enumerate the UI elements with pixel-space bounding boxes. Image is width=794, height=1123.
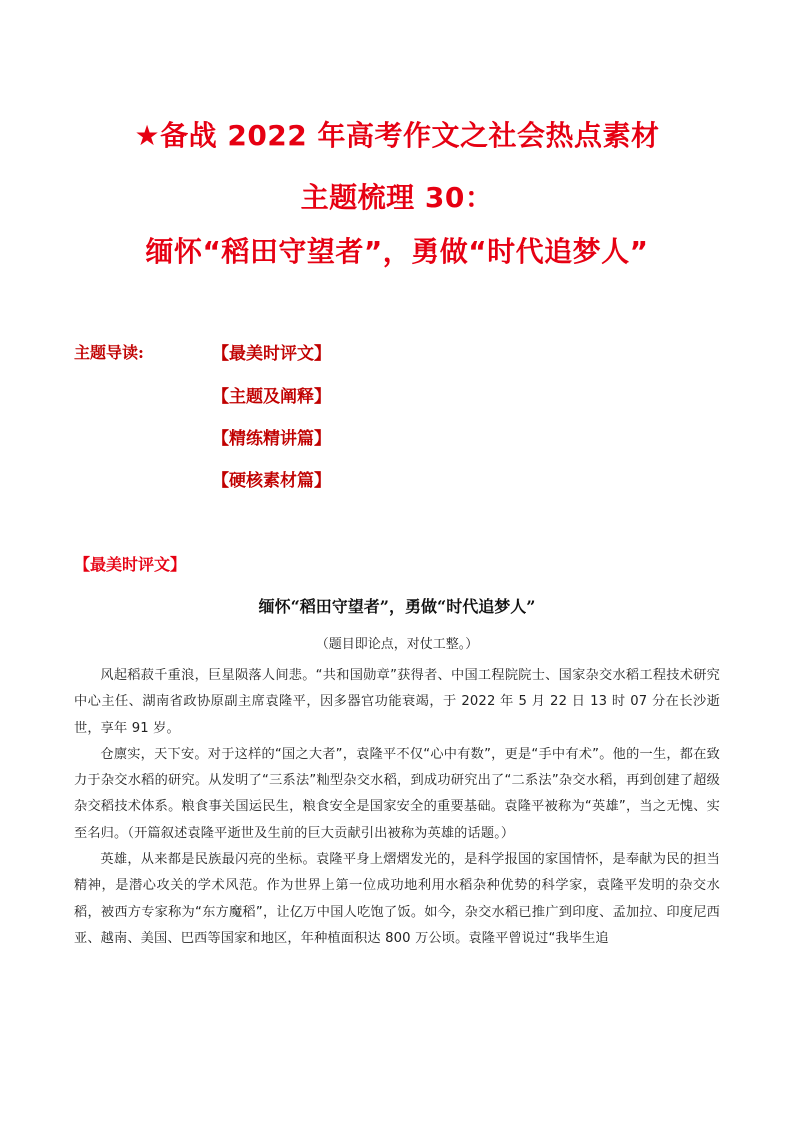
guide-item-theme-explanation: 【主题及阐释】 [212,387,331,407]
paragraph: 英雄，从来都是民族最闪亮的坐标。袁隆平身上熠熠发光的，是科学报国的家国情怀，是奉献为民的担当精神，是潜心攻关的学术风范。作为世界上第一位成功地利用水稻杂种优势的科学家，袁隆平发明的杂交水稻，被西方专家称为“东方魔稻”，让亿万中国人吃饱了饭。如今，杂交水稻已推广到印度、孟加拉、印度尼西亚、越南、美国、巴西等国家和地区，年种植面积达 800 万公顷。袁隆平曾说过“我毕生追 [74,852,720,946]
guide-label: 主题导读: [74,343,144,362]
guide-item-practice: 【精练精讲篇】 [212,429,331,449]
document-title-line-1: ★备战 2022 年高考作文之社会热点素材 [134,119,660,152]
guide-item-best-commentary: 【最美时评文】 [212,344,331,364]
paragraph: 仓廪实，天下安。对于这样的“国之大者”，袁隆平不仅“心中有数”，更是“手中有术”。他的一生，都在致力于杂交水稻的研究。从发明了“三系法”籼型杂交水稻，到成功研究出了“二系法”杂交水稻，再到创建了超级杂交稻技术体系。粮食事关国运民生，粮食安全是国家安全的重要基础。袁隆平被称为“英雄”，当之无愧、实至名归。（开篇叙述袁隆平逝世及生前的巨大贡献引出被称为英雄的话题。） [74,746,720,841]
document-title-line-3: 缅怀“稻田守望者”，勇做“时代追梦人” [145,235,649,268]
article-title: 缅怀“稻田守望者”，勇做“时代追梦人” [258,597,536,616]
guide-item-core-materials: 【硬核素材篇】 [212,471,331,491]
article-subtitle: （题目即论点，对仗工整。） [315,637,479,652]
section-heading: 【最美时评文】 [74,555,187,574]
article-body [74,663,720,952]
paragraph: 风起稻菽千重浪，巨星陨落人间悲。“共和国勋章”获得者、中国工程院院士、国家杂交水稻工程技术研究中心主任、湖南省政协原副主席袁隆平，因多器官功能衰竭，于 2022 年 5 月 22 日 13 时 07 分在长沙逝世，享年 91 岁。 [74,668,720,736]
document-title-line-2: 主题梳理 30： [300,181,494,214]
